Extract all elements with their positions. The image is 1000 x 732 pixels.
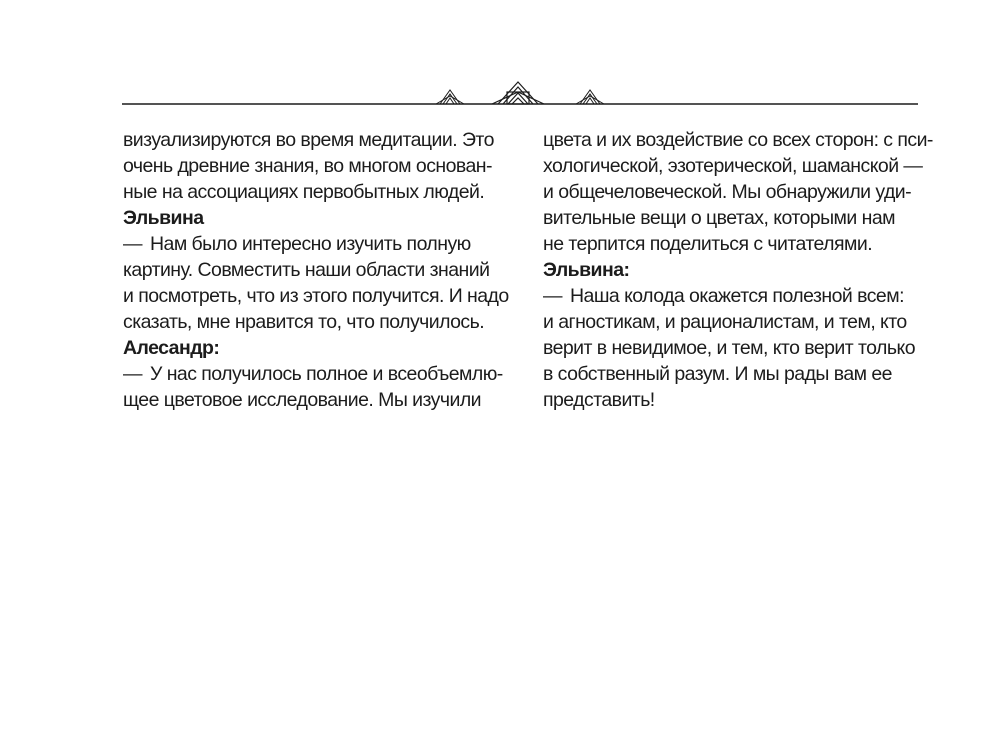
dialogue-dash: — xyxy=(123,233,142,255)
text-line: не терпится поделиться с читателями. xyxy=(543,233,873,255)
dialogue-text: Наша колода окажется полезной всем: xyxy=(570,285,904,307)
large-lotus-center-icon xyxy=(492,82,544,104)
text-line: и посмотреть, что из этого получится. И надо xyxy=(123,285,509,307)
text-line: вительные вещи о цветах, которыми нам xyxy=(543,207,895,229)
text-line: хологической, эзотерической, шаманской — xyxy=(543,155,923,177)
dialogue-text: Нам было интересно изучить полную xyxy=(150,233,471,255)
text-line: щее цветовое исследование. Мы изучили xyxy=(123,389,481,411)
dialogue-text: У нас получилось полное и всеобъемлю- xyxy=(150,363,503,385)
small-lotus-right-icon xyxy=(576,90,604,104)
dialogue-line xyxy=(543,283,938,309)
text-line: ные на ассоциациях первобытных людей. xyxy=(123,181,485,203)
dialogue-line xyxy=(123,231,518,257)
text-line: визуализируются во время медитации. Это xyxy=(123,129,494,151)
speaker-name: Алесандр: xyxy=(123,337,220,359)
lotus-ornament-icon xyxy=(122,78,918,108)
text-line: сказать, мне нравится то, что получилось. xyxy=(123,311,485,333)
text-line: картину. Совместить наши области знаний xyxy=(123,259,490,281)
speaker-name: Эльвина: xyxy=(543,259,630,281)
text-line: и общечеловеческой. Мы обнаружили уди- xyxy=(543,181,912,203)
dialogue-dash: — xyxy=(543,285,562,307)
text-line: представить! xyxy=(543,389,655,411)
text-line: цвета и их воздействие со всех сторон: с пси- xyxy=(543,129,933,151)
dialogue-dash: — xyxy=(123,363,142,385)
text-line: в собственный разум. И мы рады вам ее xyxy=(543,363,892,385)
header-ornament xyxy=(122,78,918,108)
text-line: очень древние знания, во многом основан- xyxy=(123,155,492,177)
small-lotus-left-icon xyxy=(436,90,464,104)
speaker-name: Эльвина xyxy=(123,207,204,229)
text-line: и агностикам, и рационалистам, и тем, кто xyxy=(543,311,907,333)
dialogue-line xyxy=(123,361,518,387)
text-line: верит в невидимое, и тем, кто верит только xyxy=(543,337,915,359)
right-text-column xyxy=(543,127,938,413)
left-text-column xyxy=(123,127,518,413)
